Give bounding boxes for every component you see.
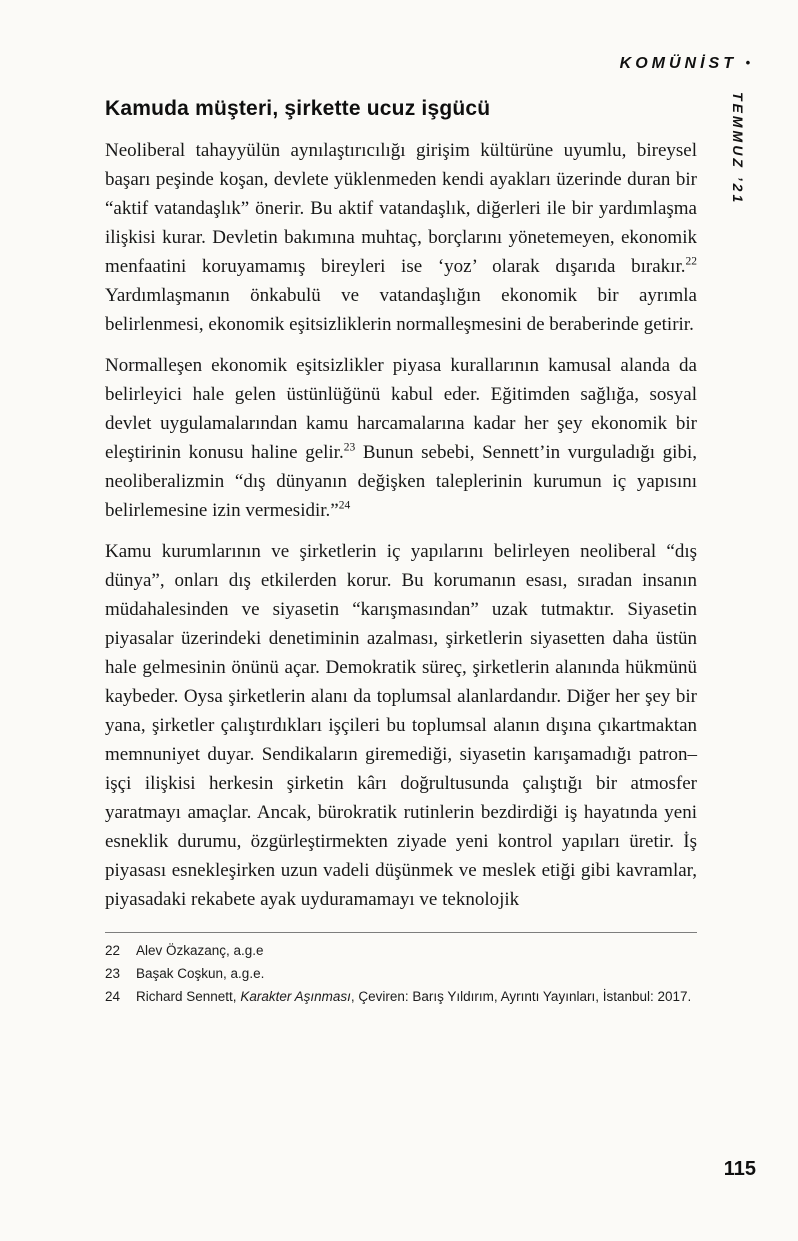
footnote-text: , Çeviren: Barış Yıldırım, Ayrıntı Yayınları, İstanbul: 2017. — [350, 989, 692, 1004]
paragraph-1 — [105, 136, 697, 339]
footnote-number: 23 — [105, 966, 121, 981]
page-content — [105, 97, 697, 1009]
journal-title: KOMÜNİST — [619, 55, 737, 72]
footnote-text: Alev Özkazanç, a.g.e — [136, 943, 264, 958]
footnotes-section — [105, 932, 697, 1007]
paragraph-text: Yardımlaşmanın önkabulü ve vatandaşlığın ekonomik bir ayrımla belirlenmesi, ekonomik eşitsizliklerin normalleşmesini de beraberinde getirir. — [105, 285, 697, 335]
section-heading: Kamuda müşteri, şirkette ucuz işgücü — [105, 97, 491, 120]
page-number: 115 — [723, 1158, 756, 1180]
footnote-book-title: Karakter Aşınması — [240, 989, 351, 1004]
footnote-22 — [105, 940, 697, 961]
issue-date-vertical: TEMMUZ ’21 — [730, 92, 746, 206]
footnote-ref-22: 22 — [685, 255, 697, 268]
paragraph-text: Normalleşen ekonomik eşitsizlikler piyasa kurallarının kamusal alanda da belirleyici hale gelen üstünlüğünü kabul eder. Eğitimden sağlığa, sosyal devlet uygulamalarından kamu harcamalarına kadar her şey ekonomik bir eleştirinin konusu haline gelir. — [105, 355, 697, 463]
paragraph-text: Neoliberal tahayyülün aynılaştırıcılığı girişim kültürüne uyumlu, bireysel başarı peşinde koşan, devlete yüklenmeden kendi ayakları üzerinde duran bir “aktif vatandaşlık” önerir. Bu aktif vatandaşlık, diğerleri ile bir yardımlaşma ilişkisi kurar. Devletin bakımına muhtaç, borçlarını yönetemeyen, ekonomik menfaatini koruyamamış bireyleri ise ‘yoz’ olarak dışarıda bırakır. — [105, 140, 697, 277]
masthead-bullet-icon: • — [745, 55, 750, 70]
footnote-number: 24 — [105, 989, 121, 1004]
footnote-ref-24: 24 — [338, 499, 351, 512]
footnote-24 — [105, 986, 697, 1007]
footnote-23 — [105, 963, 697, 984]
paragraph-2 — [105, 351, 697, 525]
journal-masthead — [620, 55, 750, 73]
paragraph-3 — [105, 537, 697, 914]
footnote-ref-23: 23 — [343, 441, 356, 454]
footnote-text: Richard Sennett, — [136, 989, 241, 1004]
paragraph-text: Bunun sebebi, Sennett’in vurguladığı gibi, neoliberalizmin “dış dünyanın değişken taleplerinin kurumun iç yapısını belirlemesine izin vermesidir.” — [105, 442, 697, 521]
footnote-number: 22 — [105, 943, 121, 958]
paragraph-text: Kamu kurumlarının ve şirketlerin iç yapılarını belirleyen neoliberal “dış dünya”, onları dış etkilerden korur. Bu korumanın esası, sıradan insanın müdahalesinden ve siyasetin “karışmasından” uzak tutmaktır. Siyasetin piyasalar üzerindeki denetiminin azalması, şirketlerin siyasetten daha üstün hale gelmesinin önünü açar. Demokratik süreç, şirketlerin alanında hükmünü kaybeder. Oysa şirketlerin alanı da toplumsal alanlardandır. Diğer her şey bir yana, şirketler çalıştırdıkları işçileri bu toplumsal alanın dışına çıkartmaktan memnuniyet duyar. Sendikaların giremediği, siyasetin karışamadığı patron–işçi ilişkisi herkesin şirketin kârı doğrultusunda çalıştığı bir atmosfer yaratmayı amaçlar. Ancak, bürokratik rutinlerin bezdirdiği iş hayatında yeni esneklik durumu, özgürleştirmekten ziyade yeni kontrol yapıları üretir. İş piyasası esnekleşirken uzun vadeli düşünmek ve meslek etiği gibi kavramlar, piyasadaki rekabete ayak uyduramamayı ve teknolojik — [105, 541, 697, 910]
footnote-text: Başak Coşkun, a.g.e. — [136, 966, 265, 981]
